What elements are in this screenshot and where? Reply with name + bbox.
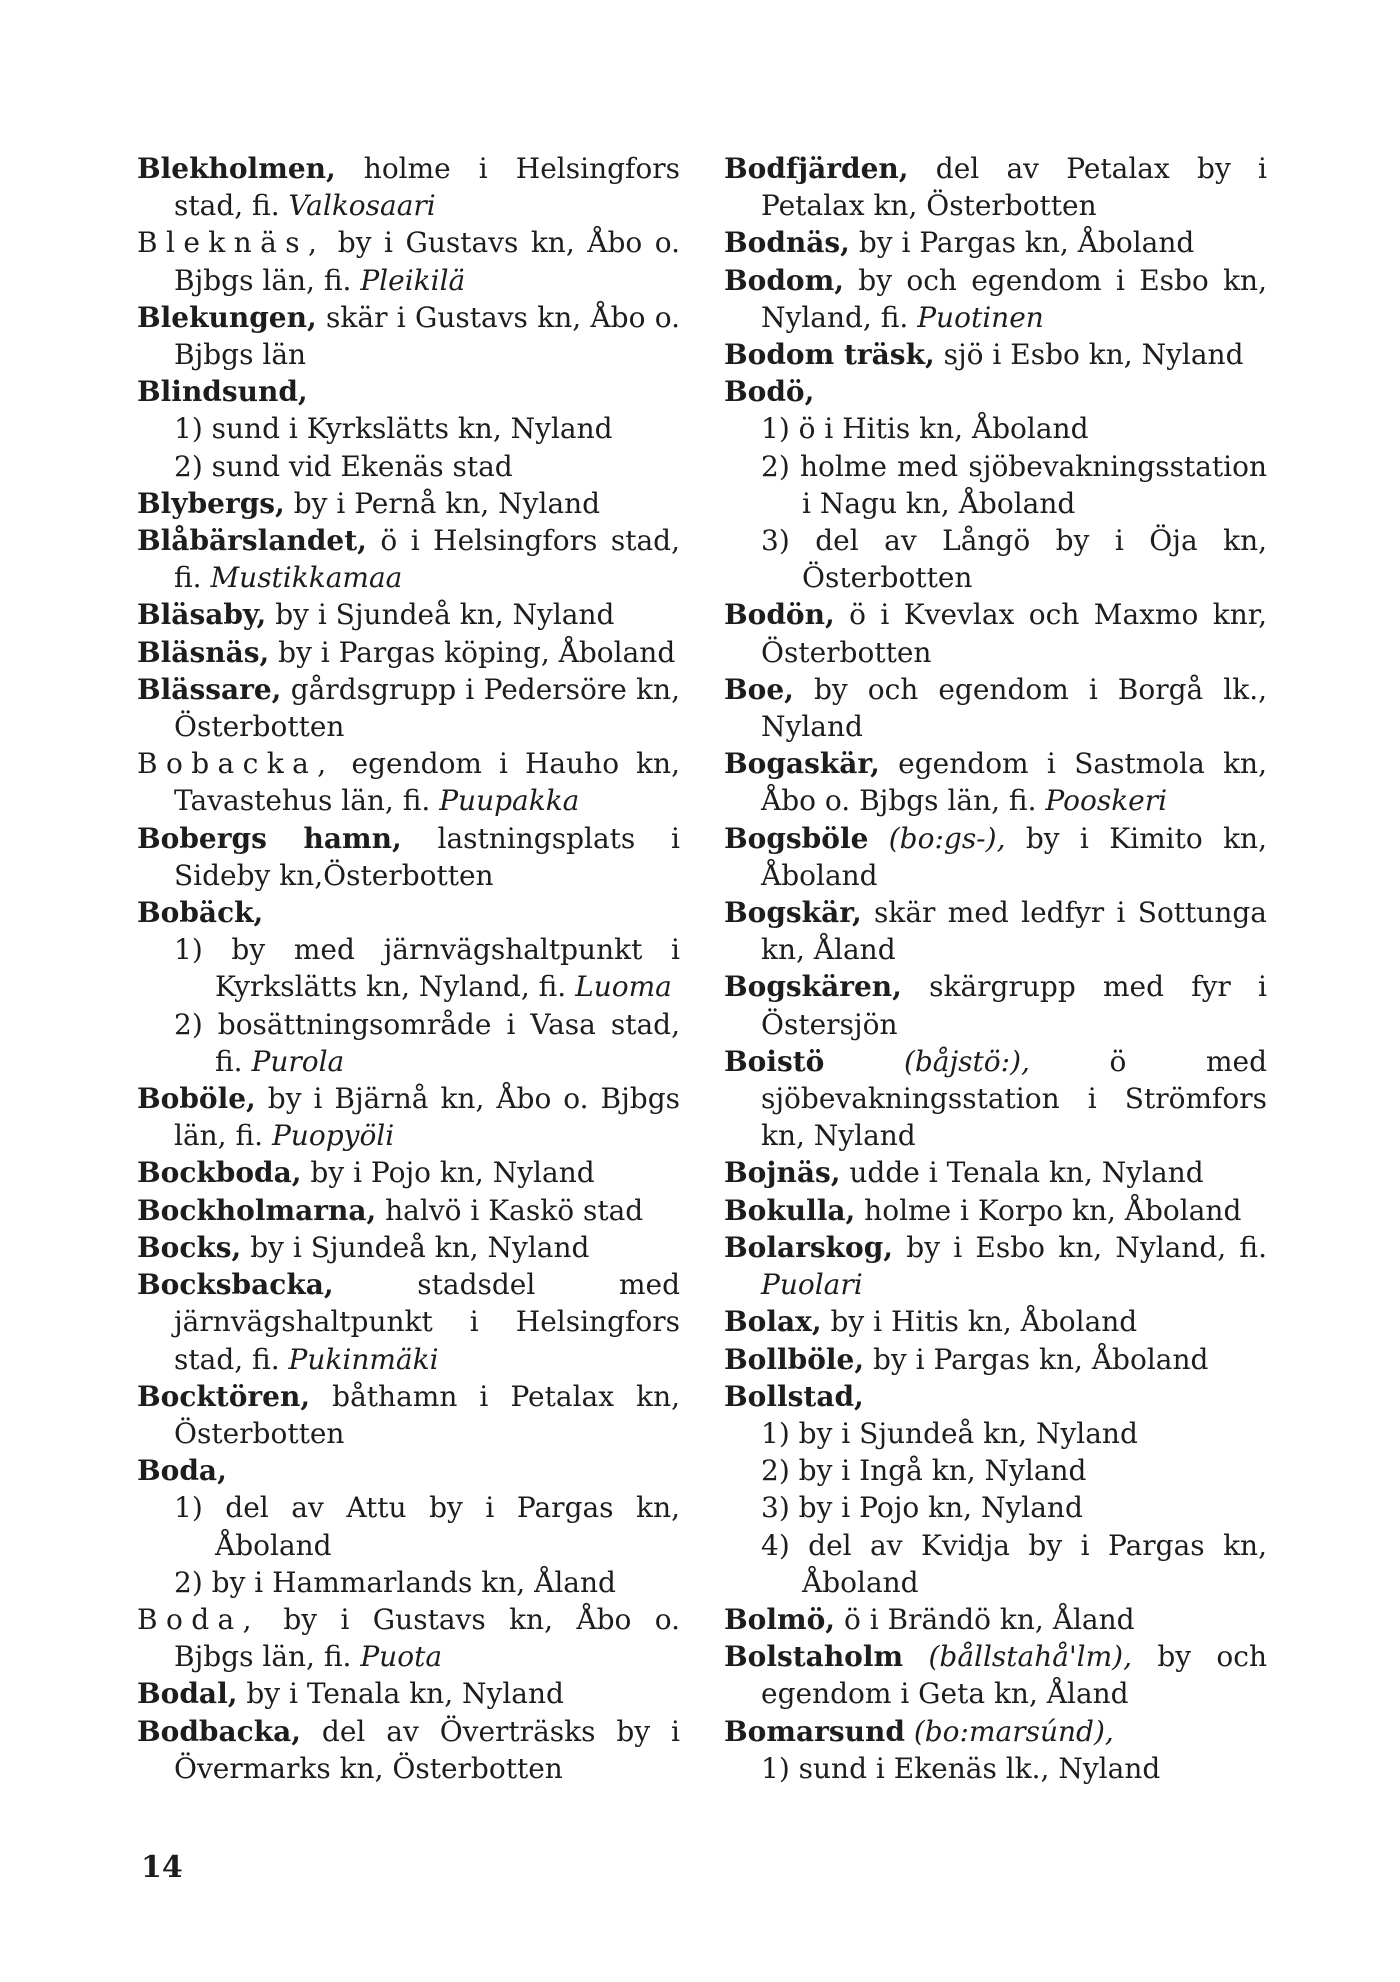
sub-entry-text: 1) sund i Kyrkslätts kn, Nyland — [174, 412, 613, 446]
sub-entry-text: 1) by med järnvägshaltpunkt i Kyrkslätts kn, Nyland, fi. — [174, 933, 680, 1004]
entry-headword: Bollböle, — [724, 1342, 865, 1376]
entry-definition: by i Tenala kn, Nyland — [246, 1677, 564, 1711]
sub-entry-text: 1) del av Attu by i Pargas kn, Åboland — [174, 1491, 680, 1562]
finnish-name: Pooskeri — [1045, 784, 1168, 818]
dictionary-entry — [724, 1043, 1267, 1155]
sub-entry — [724, 1527, 1267, 1601]
entry-headword: Blybergs, — [137, 486, 285, 520]
entry-headword: Blekungen, — [137, 300, 317, 334]
entry-definition: gårdsgrupp i Pedersöre kn, Österbotten — [174, 672, 680, 744]
entry-headword: Bobergs hamn, — [137, 821, 402, 855]
entry-headword: Bodfjärden, — [724, 152, 909, 185]
entry-headword: Boe, — [724, 672, 794, 706]
dictionary-entry — [724, 745, 1267, 819]
entry-headword: Bockboda, — [137, 1156, 302, 1190]
entry-headword: Bobacka, — [137, 747, 335, 781]
sub-entry — [137, 1006, 680, 1080]
entry-pronunciation: (bo:marsúnd), — [913, 1714, 1114, 1748]
dictionary-entry — [724, 262, 1267, 336]
entry-definition: by och egendom i Geta kn, Åland — [761, 1640, 1267, 1711]
entry-definition: skär med ledfyr i Sottunga kn, Åland — [761, 896, 1267, 967]
finnish-name: Purola — [251, 1044, 345, 1078]
finnish-name: Valkosaari — [288, 189, 436, 223]
entry-definition: egendom i Sastmola kn, Åbo o. Bjbgs län, fi. — [761, 747, 1267, 818]
entry-headword: Bolmö, — [724, 1602, 836, 1636]
entry-pronunciation: (bo:gs-), — [888, 821, 1006, 855]
entry-headword: Boistö — [724, 1044, 825, 1078]
entry-definition: by och egendom i Borgå lk., Nyland — [761, 672, 1268, 744]
dictionary-entry — [137, 596, 680, 633]
dictionary-entry — [137, 299, 680, 373]
dictionary-entry — [137, 522, 680, 596]
finnish-name: Puolari — [761, 1268, 863, 1302]
dictionary-entry — [137, 1229, 680, 1266]
entry-definition: ö i Kvevlax och Maxmo knr, Österbotten — [761, 598, 1267, 669]
entry-headword: Boböle, — [137, 1082, 256, 1116]
dictionary-entry — [724, 1378, 1267, 1415]
entry-definition: lastningsplats i Sideby kn,Österbotten — [174, 821, 680, 892]
entry-definition: by och egendom i Esbo kn, Nyland, fi. — [761, 263, 1267, 334]
entry-definition: halvö i Kaskö stad — [385, 1193, 644, 1227]
entry-pronunciation: (bållstahå'lm), — [928, 1640, 1132, 1674]
dictionary-entry — [137, 150, 680, 224]
entry-pronunciation: (båjstö:), — [903, 1044, 1030, 1078]
sub-entry-text: 2) by i Ingå kn, Nyland — [761, 1454, 1087, 1488]
entry-headword: Boda, — [137, 1454, 227, 1488]
entry-headword: Bockholmarna, — [137, 1193, 377, 1227]
dictionary-entry — [137, 1675, 680, 1712]
dictionary-entry — [137, 1266, 680, 1378]
page-number: 14 — [141, 1850, 183, 1885]
entry-definition: stadsdel med järnvägshaltpunkt i Helsingfors stad, fi. — [174, 1268, 680, 1376]
dictionary-entry — [724, 596, 1267, 670]
dictionary-entry — [724, 1638, 1267, 1712]
dictionary-entry — [724, 336, 1267, 373]
sub-entry-text: 2) by i Hammarlands kn, Åland — [174, 1565, 616, 1599]
sub-entry-text: 2) holme med sjöbevakningsstation i Nagu kn, Åboland — [761, 449, 1267, 520]
entry-headword: Bodnäs, — [724, 226, 850, 260]
entry-headword: Bokulla, — [724, 1193, 856, 1227]
entry-headword: Boda, — [137, 1602, 260, 1636]
entry-definition: by i Pargas kn, Åboland — [872, 1342, 1209, 1376]
dictionary-entry — [724, 820, 1267, 894]
entry-definition: by i Hitis kn, Åboland — [830, 1305, 1138, 1339]
dictionary-entry — [137, 820, 680, 894]
entry-headword: Blässare, — [137, 672, 282, 706]
dictionary-entry — [724, 1303, 1267, 1340]
entry-headword: Bodom, — [724, 263, 844, 297]
entry-headword: Bogaskär, — [724, 747, 880, 781]
finnish-name: Puupakka — [439, 784, 580, 818]
entry-definition: holme i Helsingfors stad, fi. — [174, 152, 680, 223]
entry-headword: Bodbacka, — [137, 1714, 301, 1748]
entry-definition: båthamn i Petalax kn, Österbotten — [174, 1379, 680, 1450]
entry-headword: Bomarsund — [724, 1714, 905, 1748]
sub-entry — [724, 1452, 1267, 1489]
entry-headword: Bogskär, — [724, 896, 862, 930]
entry-headword: Bodön, — [724, 598, 835, 632]
sub-entry — [137, 931, 680, 1005]
entry-headword: Bodö, — [724, 375, 815, 409]
dictionary-entry — [137, 1378, 680, 1452]
sub-entry-text: 1) by i Sjundeå kn, Nyland — [761, 1416, 1138, 1450]
entry-definition: by i Kimito kn, Åboland — [761, 821, 1267, 892]
sub-entry — [724, 1415, 1267, 1452]
entry-definition: by i Gustavs kn, Åbo o. Bjbgs län, fi. — [174, 226, 680, 297]
dictionary-entry — [724, 968, 1267, 1042]
entry-definition: by i Pargas köping, Åboland — [278, 635, 676, 669]
dictionary-entry — [137, 1713, 680, 1787]
entry-definition: by i Sjundeå kn, Nyland — [250, 1230, 590, 1264]
dictionary-entry — [724, 1713, 1267, 1750]
entry-definition: egendom i Hauho kn, Tavastehus län, fi. — [174, 747, 680, 818]
finnish-name: Puotinen — [917, 300, 1044, 334]
dictionary-entry — [137, 894, 680, 931]
dictionary-entry — [724, 373, 1267, 410]
entry-definition: ö i Helsingfors stad, fi. — [174, 524, 680, 595]
sub-entry-text: 4) del av Kvidja by i Pargas kn, Åboland — [761, 1528, 1267, 1599]
entry-definition: ö med sjöbevakningsstation i Strömfors kn, Nyland — [761, 1044, 1268, 1153]
dictionary-entry — [724, 894, 1267, 968]
sub-entry — [724, 1489, 1267, 1526]
entry-definition: skärgrupp med fyr i Östersjön — [761, 970, 1267, 1041]
entry-headword: Bodom träsk, — [724, 338, 935, 372]
entry-headword: Bleknäs, — [137, 226, 326, 260]
sub-entry — [724, 1750, 1267, 1787]
sub-entry-text: 2) sund vid Ekenäs stad — [174, 449, 513, 483]
entry-headword: Bläsnäs, — [137, 635, 270, 669]
entry-headword: Bläsaby, — [137, 598, 267, 632]
dictionary-entry — [137, 1601, 680, 1675]
dictionary-entry — [137, 224, 680, 298]
entry-definition: sjö i Esbo kn, Nyland — [943, 338, 1244, 372]
entry-definition: skär i Gustavs kn, Åbo o. Bjbgs län — [174, 300, 680, 372]
entry-definition: ö i Brändö kn, Åland — [843, 1602, 1135, 1636]
sub-entry-text: 1) ö i Hitis kn, Åboland — [761, 412, 1089, 446]
sub-entry-text: 3) del av Långö by i Öja kn, Österbotten — [761, 524, 1267, 595]
entry-headword: Bocksbacka, — [137, 1268, 334, 1302]
entry-headword: Bojnäs, — [724, 1156, 841, 1190]
finnish-name: Puota — [360, 1640, 443, 1674]
entry-definition: by i Pernå kn, Nyland — [293, 486, 601, 520]
entry-definition: by i Gustavs kn, Åbo o. Bjbgs län, fi. — [174, 1602, 680, 1674]
entry-headword: Blåbärslandet, — [137, 524, 367, 558]
dictionary-entry — [137, 745, 680, 819]
dictionary-entry — [137, 1080, 680, 1154]
dictionary-entry — [724, 1154, 1267, 1191]
entry-definition: del av Petalax by i Petalax kn, Österbotten — [761, 152, 1267, 223]
dictionary-entry — [724, 671, 1267, 745]
entry-definition: del av Överträsks by i Övermarks kn, Österbotten — [174, 1714, 680, 1785]
entry-headword: Bollstad, — [724, 1379, 864, 1413]
entry-definition: by i Pargas kn, Åboland — [858, 226, 1195, 260]
finnish-name: Luoma — [575, 970, 672, 1004]
left-column — [137, 150, 680, 1787]
dictionary-entry — [137, 1154, 680, 1191]
entry-definition: by i Esbo kn, Nyland, fi. — [906, 1230, 1267, 1264]
entry-definition: udde i Tenala kn, Nyland — [849, 1156, 1204, 1190]
entry-headword: Bolax, — [724, 1305, 822, 1339]
entry-headword: Bolstaholm — [724, 1640, 904, 1674]
entry-headword: Bolarskog, — [724, 1230, 894, 1264]
entry-headword: Bocktören, — [137, 1379, 311, 1413]
entry-headword: Bocks, — [137, 1230, 242, 1264]
entry-headword: Bogsböle — [724, 821, 869, 855]
entry-definition: by i Pojo kn, Nyland — [310, 1156, 595, 1190]
dictionary-entry — [137, 485, 680, 522]
dictionary-entry — [724, 1192, 1267, 1229]
dictionary-entry — [724, 224, 1267, 261]
sub-entry — [724, 448, 1267, 522]
entry-headword: Blekholmen, — [137, 152, 336, 185]
finnish-name: Pukinmäki — [288, 1342, 439, 1376]
right-column — [724, 150, 1267, 1787]
sub-entry — [724, 522, 1267, 596]
entry-definition: holme i Korpo kn, Åboland — [864, 1193, 1242, 1227]
finnish-name: Mustikkamaa — [210, 561, 403, 595]
sub-entry — [137, 410, 680, 447]
entry-headword: Bodal, — [137, 1677, 238, 1711]
entry-definition: by i Bjärnå kn, Åbo o. Bjbgs län, fi. — [174, 1082, 681, 1153]
sub-entry-text: 1) sund i Ekenäs lk., Nyland — [761, 1751, 1161, 1785]
dictionary-entry — [137, 1192, 680, 1229]
sub-entry — [137, 1564, 680, 1601]
sub-entry-text: 2) bosättningsområde i Vasa stad, fi. — [174, 1007, 680, 1078]
entry-headword: Bogskären, — [724, 970, 902, 1004]
dictionary-entry — [137, 373, 680, 410]
dictionary-entry — [724, 1341, 1267, 1378]
sub-entry-text: 3) by i Pojo kn, Nyland — [761, 1491, 1083, 1525]
entry-definition: by i Sjundeå kn, Nyland — [275, 598, 615, 632]
entry-headword: Bobäck, — [137, 896, 264, 930]
dictionary-entry — [137, 671, 680, 745]
finnish-name: Puopyöli — [271, 1119, 395, 1153]
sub-entry — [724, 410, 1267, 447]
sub-entry — [137, 448, 680, 485]
dictionary-entry — [137, 1452, 680, 1489]
sub-entry — [137, 1489, 680, 1563]
finnish-name: Pleikilä — [360, 263, 466, 297]
entry-headword: Blindsund, — [137, 375, 308, 409]
dictionary-entry — [724, 150, 1267, 224]
dictionary-entry — [724, 1229, 1267, 1303]
dictionary-entry — [137, 634, 680, 671]
dictionary-entry — [724, 1601, 1267, 1638]
